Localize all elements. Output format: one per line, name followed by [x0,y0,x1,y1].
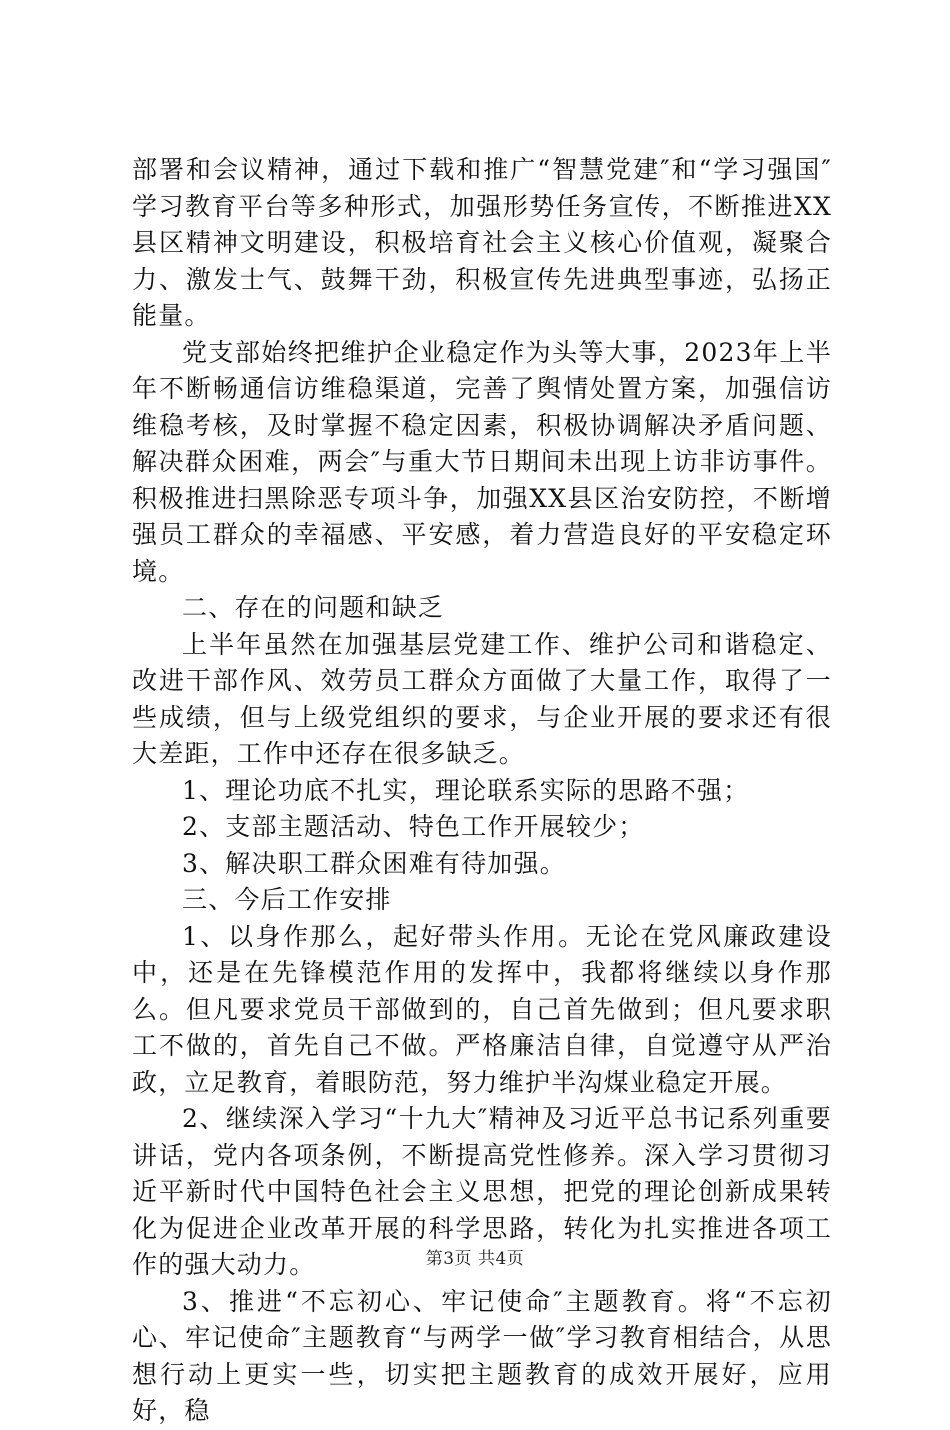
paragraph-plan-1: 1、以身作那么，起好带头作用。无论在党风廉政建设中，还是在先锋模范作用的发挥中，我都将继续以身作那么。但凡要求党员干部做到的，自己首先做到；但凡要求职工不做的，首先自己不做。严格廉洁自律，自觉遵守从严治政，立足教育，着眼防范，努力维护半沟煤业稳定开展。 [132,921,832,1097]
page-footer [0,1244,950,1269]
section-heading-plans: 三、今后工作安排 [182,885,392,914]
list-item: 2、支部主题活动、特色工作开展较少； [182,812,645,841]
document-body [132,152,832,1430]
list-item: 3、解决职工群众困难有待加强。 [182,848,566,878]
paragraph-problems-summary: 上半年虽然在加强基层党建工作、维护公司和谐稳定、改进干部作风、效劳员工群众方面做了大量工作，取得了一些成绩，但与上级党组织的要求，与企业开展的要求还有很大差距，工作中还存在很多缺乏。 [132,629,832,768]
paragraph-stability: 党支部始终把维护企业稳定作为头等大事，2023年上半年不断畅通信访维稳渠道，完善了舆情处置方案，加强信访维稳考核，及时掌握不稳定因素，积极协调解决矛盾问题、解决群众困难，两会″与重大节日期间未出现上访非访事件。积极推进扫黑除恶专项斗争，加强XX县区治安防控，不断增强员工群众的幸福感、平安感，着力营造良好的平安稳定环境。 [132,337,832,586]
paragraph-plan-3: 3、推进“不忘初心、牢记使命″主题教育。将“不忘初心、牢记使命″主题教育“与两学一做″学习教育相结合，从思想行动上更实一些，切实把主题教育的成效开展好，应用好，稳 [132,1286,832,1425]
paragraph-continuation: 部署和会议精神，通过下载和推广“智慧党建″和“学习强国″学习教育平台等多种形式，加强形势任务宣传，不断推进XX县区精神文明建设，积极培育社会主义核心价值观，凝聚合力、激发士气、鼓舞干劲，积极宣传先进典型事迹，弘扬正能量。 [132,155,832,330]
list-item: 1、理论功底不扎实，理论联系实际的思路不强； [182,775,750,805]
paragraph-plan-2: 2、继续深入学习“十九大″精神及习近平总书记系列重要讲话，党内各项条例，不断提高党性修养。深入学习贯彻习近平新时代中国特色社会主义思想，把党的理论创新成果转化为促进企业改革开展的科学思路，转化为扎实推进各项工作的强大动力。 [132,1104,832,1279]
section-heading-problems: 二、存在的问题和缺乏 [182,593,445,622]
page-number: 第3页 共4页 [425,1249,525,1269]
